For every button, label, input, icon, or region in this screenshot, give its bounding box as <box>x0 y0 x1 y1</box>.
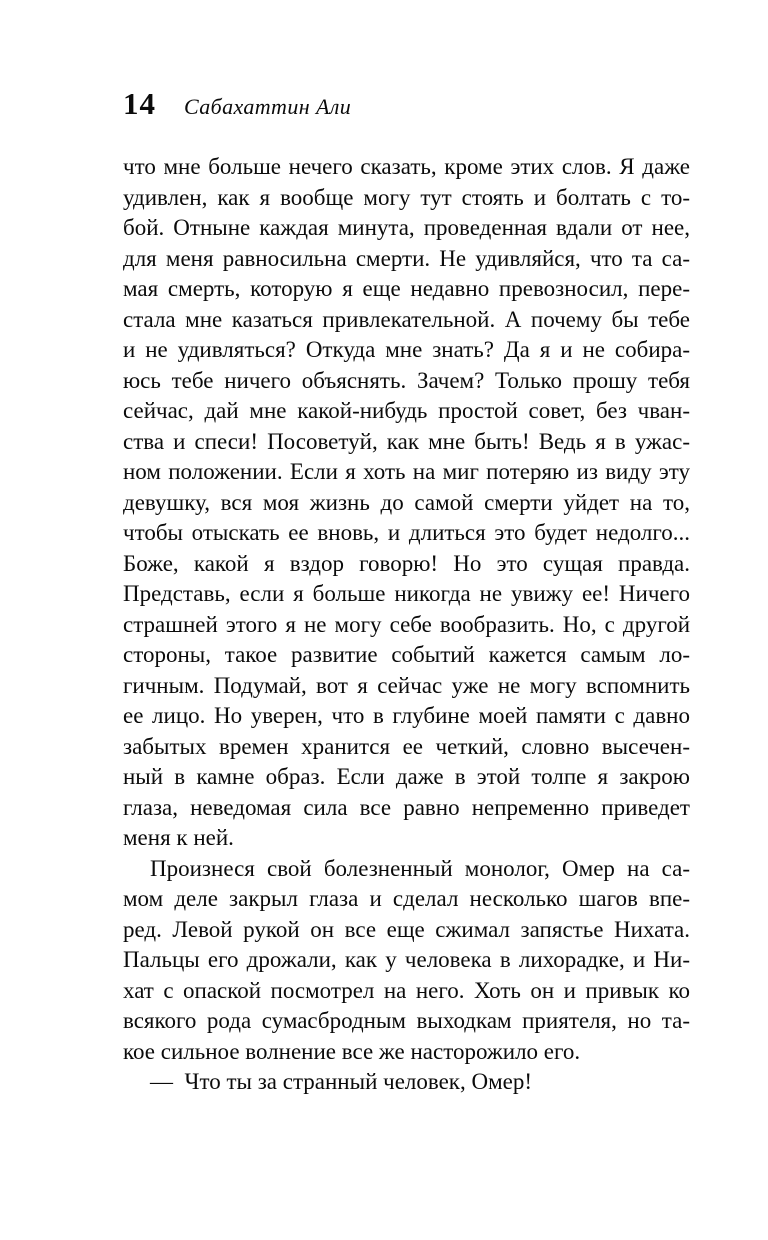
text-line: и не удивляться? Откуда мне знать? Да я и не собира- <box>123 337 690 362</box>
page-header <box>123 86 351 122</box>
text-line: Пальцы его дрожали, как у человека в лихорадке, и Ни- <box>123 947 690 972</box>
text-line: мом деле закрыл глаза и сделал несколько шагов впе- <box>123 886 690 911</box>
text-line: что мне больше нечего сказать, кроме этих слов. Я даже <box>123 154 690 179</box>
text-line: ства и спеси! Посоветуй, как мне быть! Ведь я в ужас- <box>123 428 690 454</box>
text-line: Произнеся свой болезненный монолог, Омер на са- <box>150 855 690 881</box>
text-line: сейчас, дай мне какой-нибудь простой совет, без чван- <box>123 398 690 423</box>
running-title: Сабахаттин Али <box>184 94 352 119</box>
text-line: ее лицо. Но уверен, что в глубине моей памяти с давно <box>123 703 690 728</box>
text-line: меня к ней. <box>123 825 234 850</box>
text-line: Представь, если я больше никогда не увижу ее! Ничего <box>123 581 690 606</box>
text-line: забытых времен хранится ее четкий, словно высечен- <box>123 733 690 759</box>
text-line: бой. Отныне каждая минута, проведенная вдали от нее, <box>123 215 690 240</box>
text-line: стала мне казаться привлекательной. А почему бы тебе <box>123 306 690 332</box>
text-line: страшней этого я не могу себе вообразить. Но, с другой <box>123 611 690 637</box>
body-text <box>123 152 690 1098</box>
text-line: гичным. Подумай, вот я сейчас уже не могу вспомнить <box>123 672 690 698</box>
text-line: стороны, такое развитие событий кажется самым ло- <box>123 642 690 667</box>
text-line: хат с опаской посмотрел на него. Хоть он и привык ко <box>123 977 690 1003</box>
text-line: ред. Левой рукой он все еще сжимал запястье Нихата. <box>123 916 690 942</box>
text-line: удивлен, как я вообще могу тут стоять и болтать с то- <box>123 184 690 210</box>
text-line: юсь тебе ничего объяснять. Зачем? Только прошу тебя <box>123 367 690 393</box>
text-line: девушку, вся моя жизнь до самой смерти уйдет на то, <box>123 489 690 515</box>
dialogue-line: — Что ты за странный человек, Омер! <box>150 1069 533 1094</box>
text-line: для меня равносильна смерти. Не удивляйся, что та са- <box>123 245 690 271</box>
text-line: кое сильное волнение все же насторожило его. <box>123 1038 581 1064</box>
text-line: ном положении. Если я хоть на миг потеряю из виду эту <box>123 459 690 484</box>
text-line: всякого рода сумасбродным выходкам приятеля, но та- <box>123 1008 690 1033</box>
text-line: мая смерть, которую я еще недавно превозносил, пере- <box>123 276 690 301</box>
page-number: 14 <box>123 86 156 121</box>
text-line: ный в камне образ. Если даже в этой толпе я закрою <box>123 764 690 789</box>
text-line: чтобы отыскать ее вновь, и длиться это будет недолго... <box>123 520 690 545</box>
text-line: глаза, неведомая сила все равно непременно приведет <box>123 794 690 820</box>
text-line: Боже, какой я вздор говорю! Но это сущая правда. <box>123 550 690 576</box>
